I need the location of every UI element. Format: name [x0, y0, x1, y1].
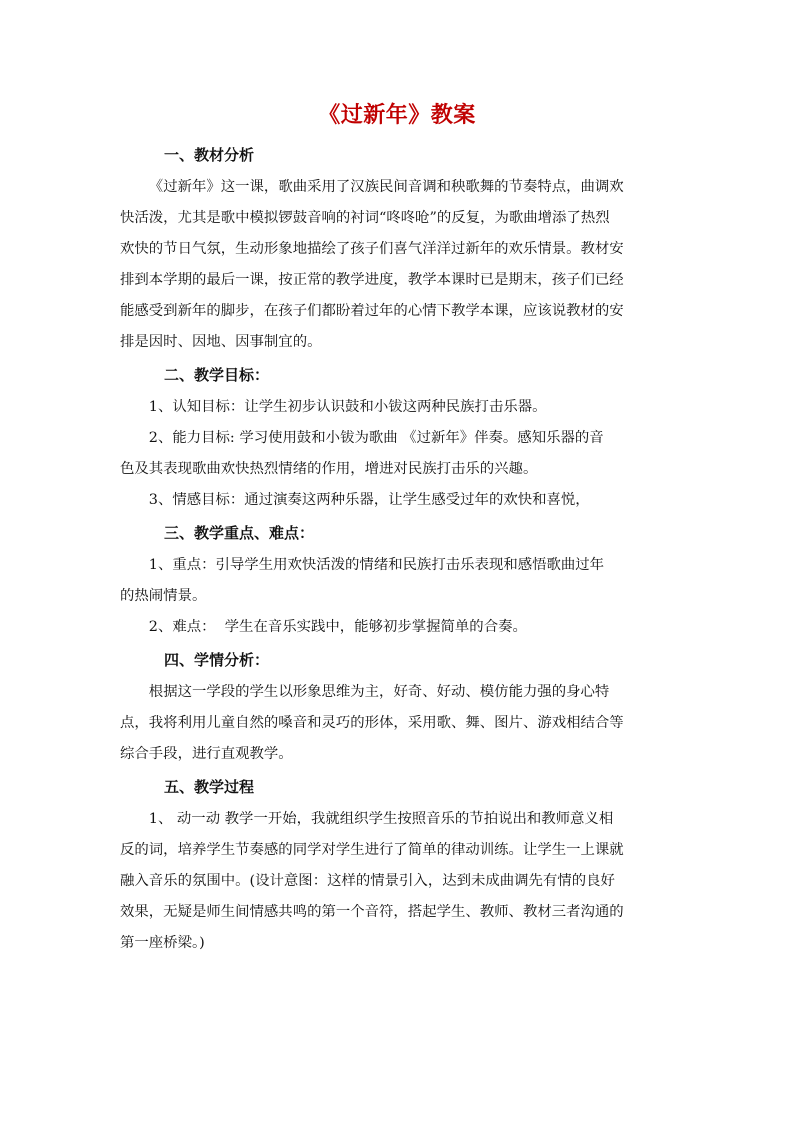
text-line: 排到本学期的最后一课，按正常的教学进度，教学本课时已是期末，孩子们已经	[120, 272, 624, 288]
text-line: 反的词，培养学生节奏感的同学对学生进行了简单的律动训练。让学生一上课就	[120, 842, 624, 858]
section-heading-goals: 二、教学目标：	[164, 366, 270, 384]
section-heading-analysis: 一、教材分析	[164, 146, 255, 164]
text-line: 点，我将利用儿童自然的嗓音和灵巧的形体，采用歌、舞、图片、游戏相结合等	[120, 715, 624, 731]
text-line: 排是因时、因地、因事制宜的。	[120, 334, 322, 350]
keypoint-item-difficulty	[120, 612, 674, 643]
text-line: 1、认知目标：让学生初步认识鼓和小钹这两种民族打击乐器。	[148, 399, 547, 415]
document-page	[120, 92, 674, 959]
goal-item-ability	[120, 423, 674, 485]
text-line: 1、重点：引导学生用欢快活泼的情绪和民族打击乐表现和感悟歌曲过年	[148, 557, 605, 573]
text-line: 融入音乐的氛围中。(设计意图：这样的情景引入，达到未成曲调先有情的良好	[120, 873, 615, 889]
text-line: 综合手段，进行直观教学。	[120, 746, 293, 762]
text-line: 第一座桥梁。)	[120, 935, 205, 951]
text-line: 能感受到新年的脚步，在孩子们都盼着过年的心情下教学本课，应该说教材的安	[120, 303, 624, 319]
section-heading-learners: 四、学情分析：	[164, 651, 270, 669]
section-heading-keypoints: 三、教学重点、难点：	[164, 524, 315, 542]
document-title: 《过新年》教案	[318, 102, 476, 128]
text-line: 2、能力目标: 学习使用鼓和小钹为歌曲 《过新年》伴奏。感知乐器的音	[148, 430, 604, 446]
goal-item-cognitive	[120, 392, 674, 423]
analysis-paragraph	[120, 172, 674, 358]
goal-item-emotion	[120, 485, 674, 516]
text-line: 2、难点： 学生在音乐实践中，能够初步掌握简单的合奏。	[148, 619, 527, 635]
process-paragraph	[120, 804, 674, 959]
text-line: 1、 动一动 教学一开始，我就组织学生按照音乐的节拍说出和教师意义相	[148, 811, 614, 827]
text-line: 色及其表现歌曲欢快热烈情绪的作用，增进对民族打击乐的兴趣。	[120, 461, 538, 477]
text-line: 的热闹情景。	[120, 588, 207, 604]
text-line: 快活泼，尤其是歌中模拟锣鼓音响的衬词“咚咚呛”的反复，为歌曲增添了热烈	[120, 210, 610, 226]
text-line: 3、情感目标：通过演奏这两种乐器，让学生感受过年的欢快和喜悦，	[148, 492, 590, 508]
section-heading-process: 五、教学过程	[164, 778, 255, 796]
text-line: 欢快的节日气氛，生动形象地描绘了孩子们喜气洋洋过新年的欢乐情景。教材安	[120, 241, 624, 257]
keypoint-item-focus	[120, 550, 674, 612]
text-line: 根据这一学段的学生以形象思维为主，好奇、好动、模仿能力强的身心特	[148, 684, 610, 700]
text-line: 《过新年》这一课，歌曲采用了汉族民间音调和秧歌舞的节奏特点，曲调欢	[148, 179, 624, 195]
learners-paragraph	[120, 677, 674, 770]
text-line: 效果，无疑是师生间情感共鸣的第一个音符，搭起学生、教师、教材三者沟通的	[120, 904, 624, 920]
